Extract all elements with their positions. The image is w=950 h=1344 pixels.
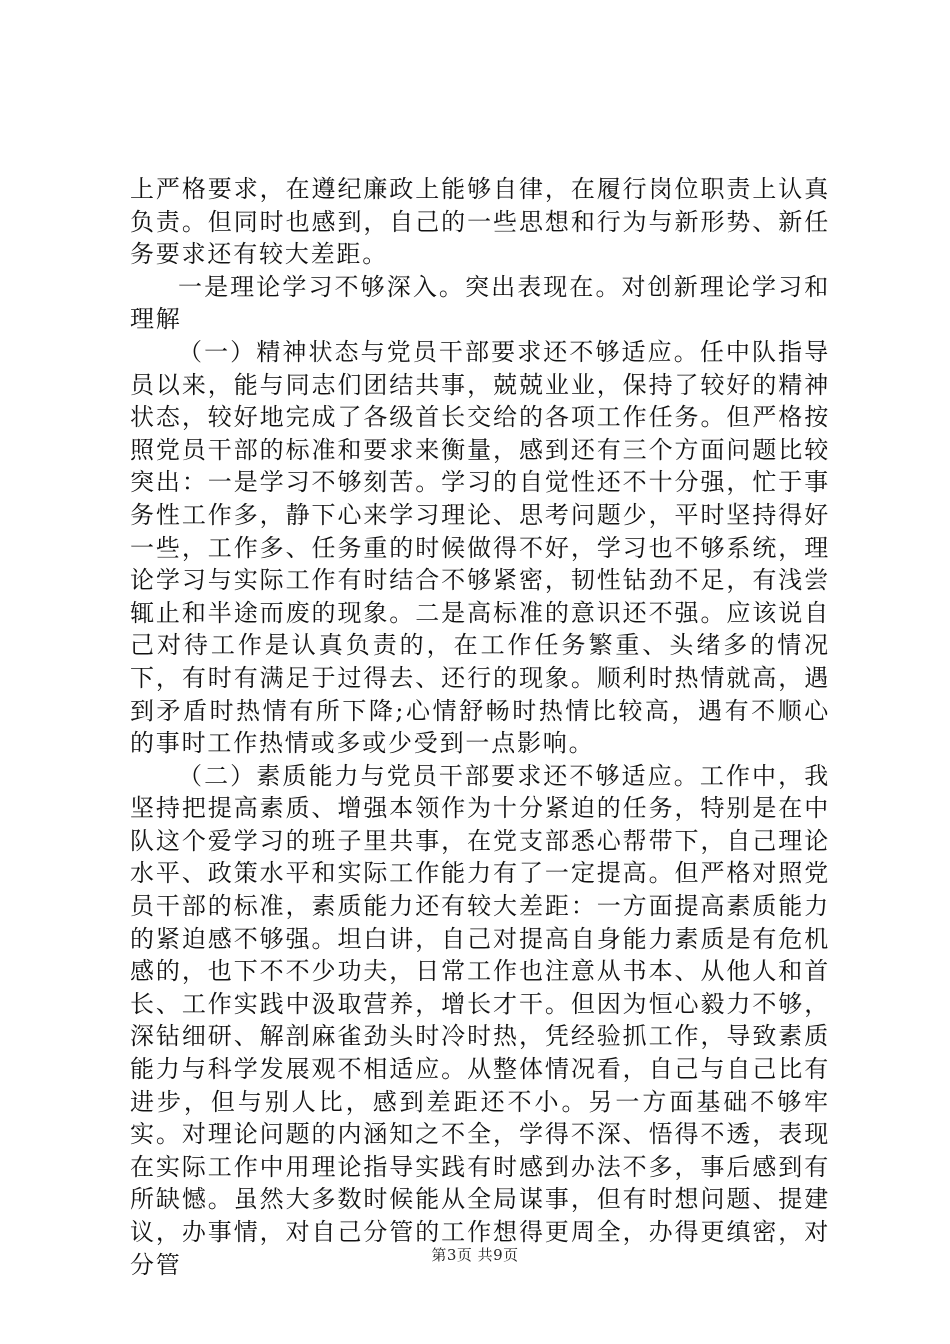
paragraph-mental-state: （一）精神状态与党员干部要求还不够适应。任中队指导员以来，能与同志们团结共事，兢兢业业，保持了较好的精神状态，较好地完成了各级首长交给的各项工作任务。但严格按照党员干部的标准和要求来衡量，感到还有三个方面问题比较突出：一是学习不够刻苦。学习的自觉性还不十分强，忙于事务性工作多，静下心来学习理论、思考问题少，平时坚持得好一些，工作多、任务重的时候做得不好，学习也不够系统，理论学习与实际工作有时结合不够紧密，韧性钻劲不足，有浅尝辄止和半途而废的现象。二是高标准的意识还不强。应该说自己对待工作是认真负责的，在工作任务繁重、头绪多的情况下，有时有满足于过得去、还行的现象。顺利时热情就高，遇到矛盾时热情有所下降;心情舒畅时热情比较高，遇有不顺心的事时工作热情或多或少受到一点影响。	[130, 337, 830, 758]
document-body	[130, 173, 830, 1281]
page-number-label: 第3页 共9页	[431, 1246, 519, 1264]
paragraph-continuation: 上严格要求，在遵纪廉政上能够自律，在履行岗位职责上认真负责。但同时也感到，自己的一些思想和行为与新形势、新任务要求还有较大差距。	[130, 175, 830, 269]
page-footer	[0, 1244, 950, 1265]
paragraph-theory-study: 一是理论学习不够深入。突出表现在。对创新理论学习和理解	[130, 272, 830, 334]
paragraph-quality-ability: （二）素质能力与党员干部要求还不够适应。工作中，我坚持把提高素质、增强本领作为十分紧迫的任务，特别是在中队这个爱学习的班子里共事，在党支部悉心帮带下，自己理论水平、政策水平和实际工作能力有了一定提高。但严格对照党员干部的标准，素质能力还有较大差距：一方面提高素质能力的紧迫感不够强。坦白讲，自己对提高自身能力素质是有危机感的，也下不不少功夫，日常工作也注意从书本、从他人和首长、工作实践中汲取营养，增长才干。但因为恒心毅力不够，深钻细研、解剖麻雀劲头时冷时热，凭经验抓工作，导致素质能力与科学发展观不相适应。从整体情况看，自己与自己比有进步，但与别人比，感到差距还不小。另一方面基础不够牢实。对理论问题的内涵知之不全，学得不深、悟得不透，表现在实际工作中用理论指导实践有时感到办法不多，事后感到有所缺憾。虽然大多数时候能从全局谋事，但有时想问题、提建议，办事情，对自己分管的工作想得更周全，办得更缜密，对分管	[130, 761, 830, 1279]
